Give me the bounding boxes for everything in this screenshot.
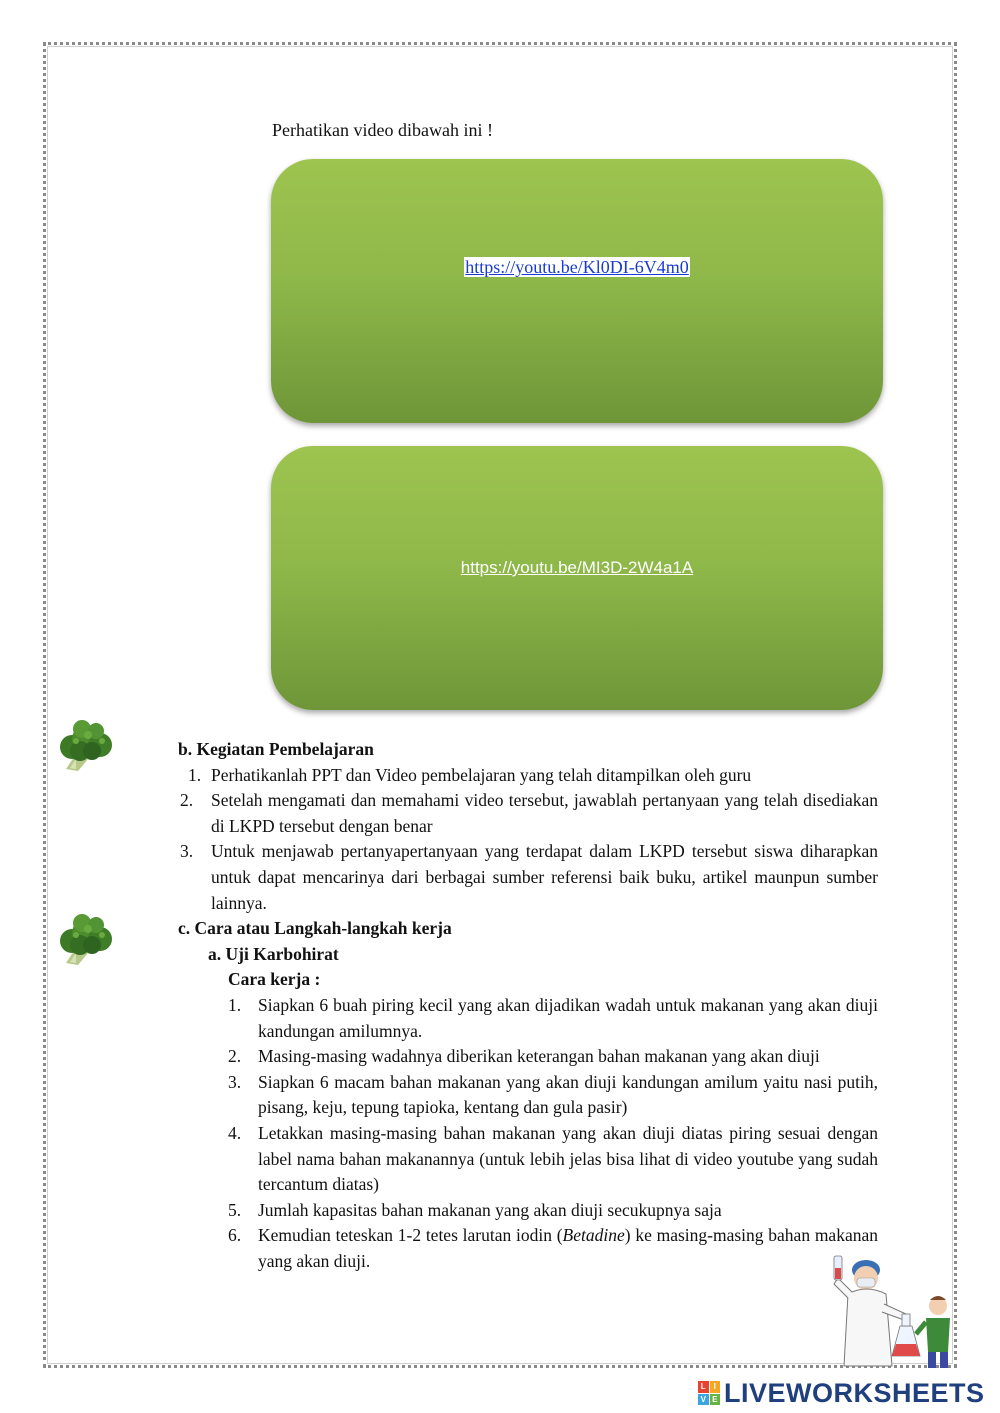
section-c-heading: c. Cara atau Langkah-langkah kerja (178, 918, 452, 939)
step-item: 4. Letakkan masing-masing bahan makanan yang akan diuji diatas piring sesuai dengan label nama bahan makanannya (untuk lebih jelas bisa lihat di video youtube yang sudah tercantum diatas) (228, 1122, 878, 1195)
procedure-label: Cara kerja : (228, 969, 321, 990)
subsection-heading: a. Uji Karbohirat (208, 943, 339, 964)
intro-text: Perhatikan video dibawah ini ! (272, 120, 493, 140)
step-item: 2. Masing-masing wadahnya diberikan keterangan bahan makanan yang akan diuji (228, 1046, 820, 1067)
video-link-1[interactable]: https://youtu.be/Kl0DI-6V4m0 (465, 257, 689, 277)
broccoli-icon (52, 717, 118, 773)
list-item: 1. Perhatikanlah PPT dan Video pembelajaran yang telah ditampilkan oleh guru (188, 764, 752, 785)
liveworksheets-wordmark: LIVEWORKSHEETS (724, 1377, 985, 1408)
worksheet-content (178, 737, 878, 1274)
section-b-heading: b. Kegiatan Pembelajaran (178, 739, 374, 759)
liveworksheets-watermark (698, 1378, 985, 1408)
step-item: 1. Siapkan 6 buah piring kecil yang akan dijadikan wadah untuk makanan yang akan diuji kandungan amilumnya. (228, 994, 878, 1041)
step-item: 6. Kemudian teteskan 1-2 tetes larutan iodin (Betadine) ke masing-masing bahan makanan yang akan diuji. (228, 1225, 878, 1271)
broccoli-icon (52, 911, 118, 967)
step-item: 3. Siapkan 6 macam bahan makanan yang akan diuji kandungan amilum yaitu nasi putih, pisang, keju, tepung tapioka, kentang dan gula pasir) (228, 1071, 878, 1118)
step-item: 5. Jumlah kapasitas bahan makanan yang akan diuji secukupnya saja (228, 1199, 722, 1220)
video-link-2[interactable]: https://youtu.be/MI3D-2W4a1A (460, 558, 694, 577)
list-item: 3. Untuk menjawab pertanyapertanyaan yang terdapat dalam LKPD tersebut siswa diharapkan untuk dapat mencarinya dari berbagai sumber referensi baik buku, artikel maunpun sumber lainnya. (180, 841, 878, 913)
video-box-1 (271, 159, 883, 423)
list-item: 2. Setelah mengamati dan memahami video tersebut, jawablah pertanyaan yang telah disediakan di LKPD tersebut dengan benar (180, 790, 878, 836)
scientist-illustration (826, 1248, 956, 1372)
liveworksheets-logo-icon: L I V E (698, 1381, 720, 1405)
video-box-2 (271, 446, 883, 710)
video-link-1-wrap (271, 257, 883, 278)
